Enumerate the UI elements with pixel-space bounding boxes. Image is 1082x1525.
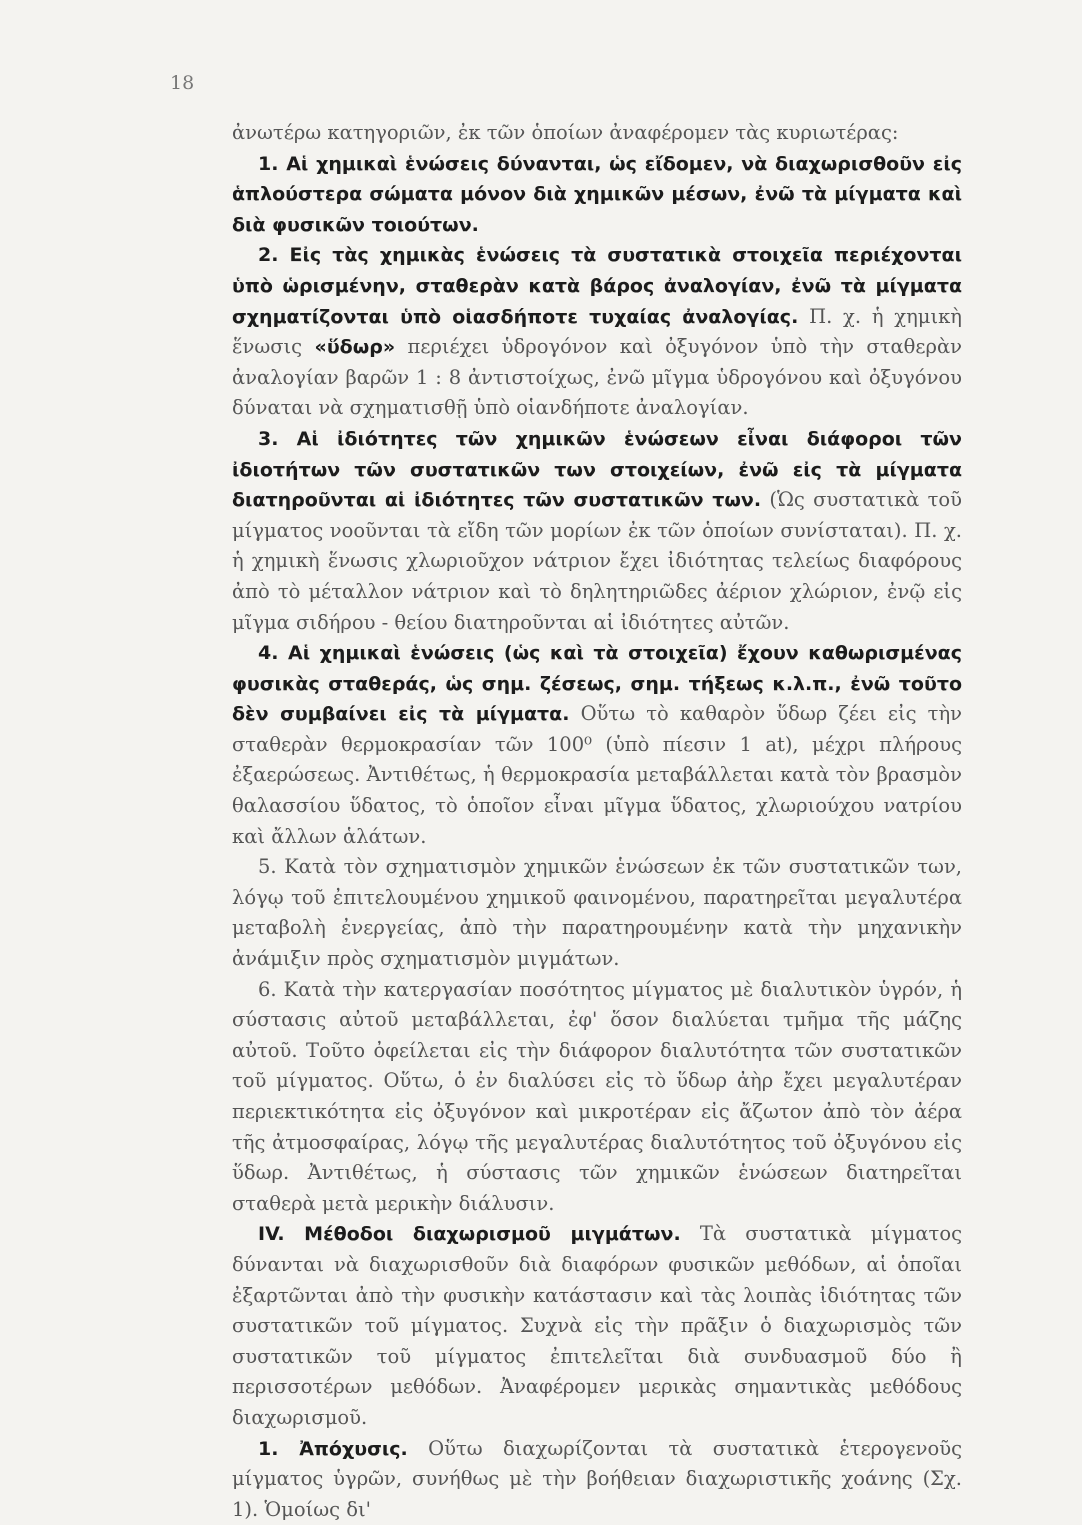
apochysis-paragraph (232, 1434, 962, 1525)
section-iv-text: Τὰ συστατικὰ μίγματος δύνανται νὰ διαχωρισθοῦν διὰ διαφόρων φυσικῶν μεθόδων, αἱ ὁποῖαι ἐξαρτῶνται ἀπὸ τὴν φυσικὴν κατάστασιν καὶ τὰς λοιπὰς ἰδιότητας τῶν συστατικῶν τοῦ μίγματος. Συχνὰ εἰς τὴν πρᾶξιν ὁ διαχωρισμὸς τῶν συστατικῶν τοῦ μίγματος ἐπιτελεῖται διὰ συνδυασμοῦ δύο ἢ περισσοτέρων μεθόδων. Ἀναφέρομεν μερικὰς σημαντικὰς μεθόδους διαχωρισμοῦ. (232, 1222, 962, 1429)
point-3-text: (Ὡς συστατικὰ τοῦ μίγματος νοοῦνται τὰ εἴδη τῶν μορίων ἐκ τῶν ὁποίων συνίσταται). Π. χ. ἡ χημικὴ ἕνωσις χλωριοῦχον νάτριον ἔχει ἰδιότητας τελείως διαφόρους ἀπὸ τὸ μέταλλον νάτριον καὶ τὸ δηλητηριῶδες ἀέριον χλώριον, ἐνῷ εἰς μῖγμα σιδήρου - θείου διατηροῦνται αἱ ἰδιότητες αὐτῶν. (232, 488, 962, 634)
section-iv-heading: IV. Μέθοδοι διαχωρισμοῦ μιγμάτων. (258, 1223, 681, 1246)
point-2-water-term: «ὕδωρ» (314, 336, 396, 359)
point-2-text-b: περιέχει ὑδρογόνον καὶ ὀξυγόνον ὑπὸ τὴν σταθερὰν ἀναλογίαν βαρῶν 1 : 8 ἀντιστοίχως, ἐνῶ μῖγμα ὑδρογόνου καὶ ὀξυγόνου δύναται νὰ σχηματισθῇ ὑπὸ οἱανδήποτε ἀναλογίαν. (232, 335, 963, 420)
point-2-bold: 2. Εἰς τὰς χημικὰς ἑνώσεις τὰ συστατικὰ στοιχεῖα περιέχονται ὑπὸ ὡρισμένην, σταθερὰν κατὰ βάρος ἀναλογίαν, ἐνῶ τὰ μίγματα σχηματίζονται ὑπὸ οἱασδήποτε τυχαίας ἀναλογίας. (232, 244, 962, 328)
point-4-paragraph (232, 638, 962, 852)
apochysis-heading: 1. Ἀπόχυσις. (258, 1437, 408, 1460)
point-3-bold: 3. Αἱ ἰδιότητες τῶν χημικῶν ἑνώσεων εἶναι διάφοροι τῶν ἰδιοτήτων τῶν συστατικῶν των στοιχείων, ἐνῶ εἰς τὰ μίγματα διατηροῦνται αἱ ἰδιότητες τῶν συστατικῶν των. (232, 427, 962, 512)
apochysis-text: Οὕτω διαχωρίζονται τὰ συστατικὰ ἑτερογενοῦς μίγματος ὑγρῶν, συνήθως μὲ τὴν βοήθειαν διαχωριστικῆς χοάνης (Σχ. 1). Ὁμοίως δι' (232, 1436, 963, 1521)
page-number: 18 (170, 72, 195, 94)
point-1-bold: 1. Αἱ χημικαὶ ἑνώσεις δύνανται, ὡς εἴδομεν, νὰ διαχωρισθοῦν εἰς ἁπλούστερα σώματα μόνον διὰ χημικῶν μέσων, ἐνῶ τὰ μίγματα καὶ διὰ φυσικῶν τοιούτων. (232, 152, 962, 236)
point-3-paragraph (232, 424, 962, 638)
point-5-paragraph: 5. Κατὰ τὸν σχηματισμὸν χημικῶν ἑνώσεων ἐκ τῶν συστατικῶν των, λόγῳ τοῦ ἐπιτελουμένου χημικοῦ φαινομένου, παρατηρεῖται μεγαλυτέρα μεταβολὴ ἐνεργείας, ἀπὸ τὴν παρατηρουμένην κατὰ τὴν μηχανικὴν ἀνάμιξιν πρὸς σχηματισμὸν μιγμάτων. (232, 855, 962, 971)
body-text (232, 118, 962, 1525)
intro-paragraph: ἀνωτέρω κατηγοριῶν, ἐκ τῶν ὁποίων ἀναφέρομεν τὰς κυριωτέρας: (232, 121, 899, 144)
point-6-paragraph: 6. Κατὰ τὴν κατεργασίαν ποσότητος μίγματος μὲ διαλυτικὸν ὑγρόν, ἡ σύστασις αὐτοῦ μεταβάλλεται, ἐφ' ὅσον διαλύεται τμῆμα τῆς μάζης αὐτοῦ. Τοῦτο ὀφείλεται εἰς τὴν διάφορον διαλυτότητα τῶν συστατικῶν τοῦ μίγματος. Οὕτω, ὁ ἐν διαλύσει εἰς τὸ ὕδωρ ἀὴρ ἔχει μεγαλυτέραν περιεκτικότητα εἰς ὀξυγόνον καὶ μικροτέραν εἰς ἄζωτον ἀπὸ τὸν ἀέρα τῆς ἀτμοσφαίρας, λόγῳ τῆς μεγαλυτέρας διαλυτότητος τοῦ ὀξυγόνου εἰς ὕδωρ. Ἀντιθέτως, ἡ σύστασις τῶν χημικῶν ἑνώσεων διατηρεῖται σταθερὰ μετὰ μερικὴν διάλυσιν. (232, 977, 962, 1215)
point-1-paragraph (232, 149, 962, 241)
point-2-text-a: Π. χ. ἡ χημικὴ ἕνωσις (232, 304, 962, 359)
point-4-bold: 4. Αἱ χημικαὶ ἑνώσεις (ὡς καὶ τὰ στοιχεῖα) ἔχουν καθωρισμένας φυσικὰς σταθεράς, ὡς σημ. ζέσεως, σημ. τήξεως κ.λ.π., ἐνῶ τοῦτο δὲν συμβαίνει εἰς τὰ μίγματα. (232, 642, 962, 726)
point-4-text: Οὕτω τὸ καθαρὸν ὕδωρ ζέει εἰς τὴν σταθερὰν θερμοκρασίαν τῶν 100⁰ (ὑπὸ πίεσιν 1 at), μέχρι πλήρους ἐξαερώσεως. Ἀντιθέτως, ἡ θερμοκρασία μεταβάλλεται κατὰ τὸν βρασμὸν θαλασσίου ὕδατος, τὸ ὁποῖον εἶναι μῖγμα ὕδατος, χλωριούχου νατρίου καὶ ἄλλων ἁλάτων. (232, 702, 962, 848)
point-2-paragraph (232, 240, 962, 424)
section-iv-paragraph (232, 1219, 962, 1433)
